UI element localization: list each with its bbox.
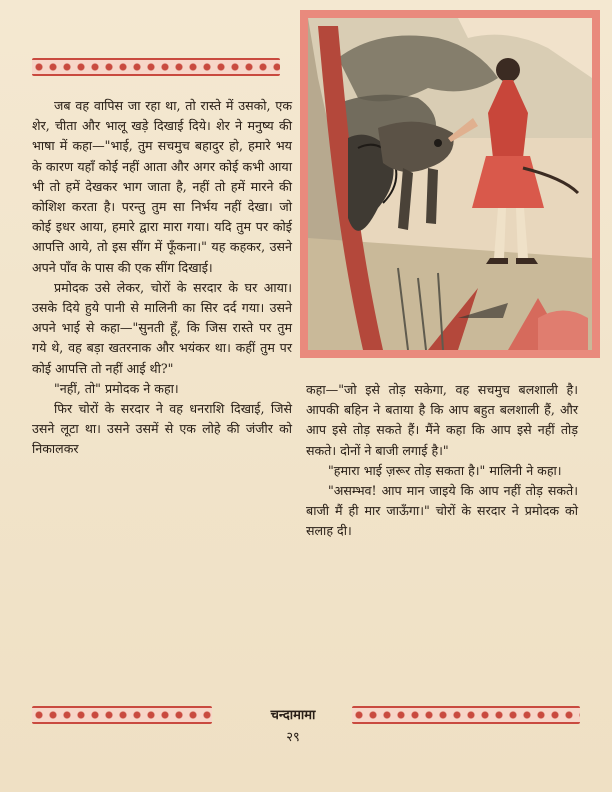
paragraph: "असम्भव! आप मान जाइये कि आप नहीं तोड़ सकते। बाजी मैं ही मार जाऊँगा।" चोरों के सरदार ने प्रमोदक को सलाह दी। (306, 483, 578, 539)
paragraph: जब वह वापिस जा रहा था, तो रास्ते में उसको, एक शेर, चीता और भालू खड़े दिखाई दिये। शेर ने मनुष्य की भाषा में कहा—"भाई, तुम सचमुच बहादुर हो, हमारे भय के कारण यहाँ कोई नहीं आता और अगर कोई कभी आया भी तो हमें देखकर भाग जाता है, नहीं तो हमें मारने की कोशिश करता है। परन्तु तुम सा निर्भय नहीं देखा। जो कोई इधर आया, हमारे द्वारा मारा गया। यदि तुम पर कोई आपत्ति आये, तो इस सींग में फूँकना।" यह कहकर, उसने अपने पाँव के पास की एक सींग दिखाई। (32, 98, 292, 275)
page-number: २९ (286, 730, 300, 745)
paragraph: फिर चोरों के सरदार ने वह धनराशि दिखाई, जिसे उसने लूटा था। उसने उसमें से एक लोहे की जंजीर को निकालकर (32, 401, 292, 457)
story-illustration (300, 10, 600, 358)
story-text-left-column (32, 96, 292, 460)
paragraph: कहा—"जो इसे तोड़ सकेगा, वह सचमुच बलशाली है। आपकी बहिन ने बताया है कि आप बहुत बलशाली हैं, और आप इसे तोड़ सकते हैं। मैंने कहा कि आप इसे नहीं तोड़ सकते। दोनों ने बाजी लगाई है।" (306, 382, 578, 458)
paragraph: "हमारा भाई ज़रूर तोड़ सकता है।" मालिनी ने कहा। (328, 462, 562, 478)
story-text-right-column (306, 380, 578, 542)
forest-scene-drawing (308, 18, 592, 350)
magazine-title: चन्दामामा (270, 708, 316, 723)
paragraph: "नहीं, तो" प्रमोदक ने कहा। (54, 380, 179, 396)
decorative-border-bottom-left (32, 706, 212, 724)
paragraph: प्रमोदक उसे लेकर, चोरों के सरदार के घर आया। उसके दिये हुये पानी से मालिनी का सिर दर्द गया। उसने अपने भाई से कहा—"सुनती हूँ, कि जिस रास्ते पर तुम गये थे, वह बड़ा खतरनाक और भयंकर था। कहीं तुम पर कोई आपत्ति तो नहीं आई थी?" (32, 279, 292, 376)
decorative-border-top (32, 58, 280, 76)
decorative-border-bottom-right (352, 706, 580, 724)
